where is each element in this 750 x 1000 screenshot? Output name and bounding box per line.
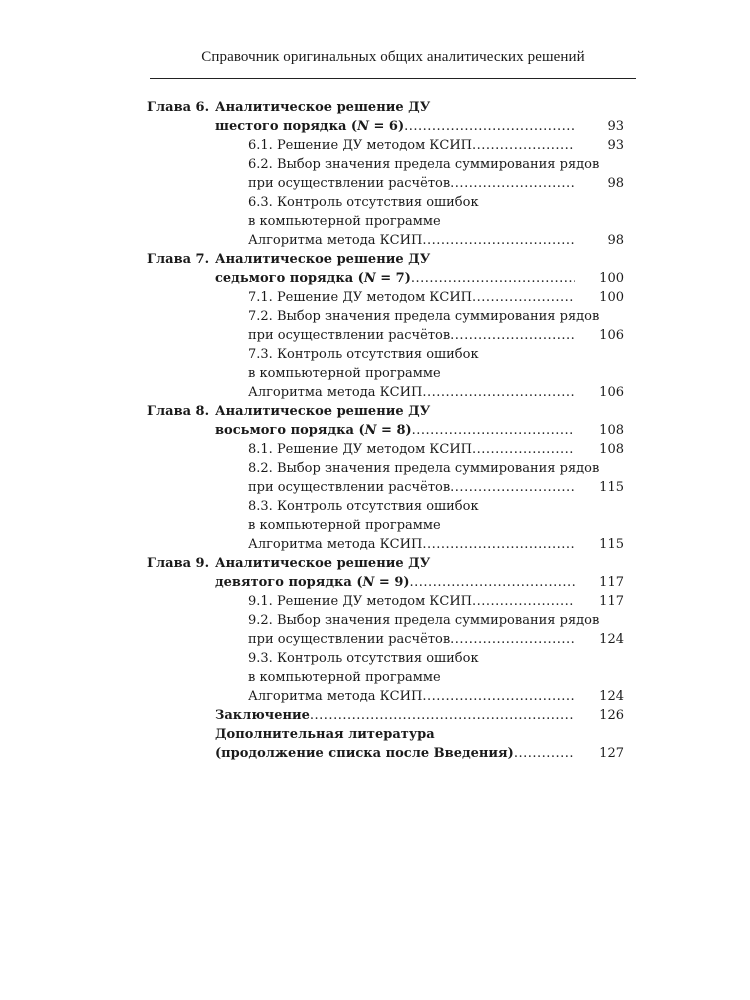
toc-section-8-2[interactable] bbox=[0, 478, 750, 497]
chapter-label: Глава 9. bbox=[147, 556, 210, 571]
toc-section-7-3[interactable] bbox=[0, 383, 750, 402]
toc-section-8-3[interactable] bbox=[0, 535, 750, 554]
chapter-title-cont: шестого порядка ( bbox=[215, 119, 358, 134]
section-title: 6.2. Выбор значения предела суммирования рядов bbox=[248, 157, 600, 172]
page-number: 124 bbox=[599, 632, 624, 647]
toc-section-7-2-line1 bbox=[0, 307, 750, 326]
chapter-title: Аналитическое решение ДУ bbox=[215, 556, 431, 571]
page-number: 106 bbox=[599, 328, 624, 343]
section-title: 7.2. Выбор значения предела суммирования рядов bbox=[248, 309, 600, 324]
toc-section-6-3[interactable] bbox=[0, 231, 750, 250]
dot-leader bbox=[410, 573, 575, 592]
dot-leader bbox=[310, 706, 575, 725]
page-number: 108 bbox=[599, 423, 624, 438]
section-title: 8.1. Решение ДУ методом КСИП bbox=[248, 442, 472, 457]
dot-leader bbox=[422, 535, 574, 554]
toc-section-6-1[interactable] bbox=[0, 136, 750, 155]
toc-section-8-3-line1 bbox=[0, 497, 750, 516]
toc-section-7-3-line1 bbox=[0, 345, 750, 364]
chapter-title-cont: восьмого порядка ( bbox=[215, 423, 365, 438]
chapter-title-cont: = 8) bbox=[376, 423, 412, 438]
section-title-cont: в компьютерной программе bbox=[248, 670, 441, 685]
chapter-title: Аналитическое решение ДУ bbox=[215, 252, 431, 267]
toc-section-9-3-line2 bbox=[0, 668, 750, 687]
toc-conclusion[interactable] bbox=[0, 706, 750, 725]
section-title-cont: Алгоритма метода КСИП bbox=[248, 233, 423, 248]
toc-chapter-9-title-entry[interactable] bbox=[0, 573, 750, 592]
chapter-label: Глава 8. bbox=[147, 404, 210, 419]
page-number: 126 bbox=[599, 708, 624, 723]
dot-leader bbox=[422, 231, 574, 250]
page-number: 106 bbox=[599, 385, 624, 400]
section-title: 8.2. Выбор значения предела суммирования рядов bbox=[248, 461, 600, 476]
chapter-title-cont: = 6) bbox=[368, 119, 405, 134]
toc-chapter-7-title-entry[interactable] bbox=[0, 269, 750, 288]
toc-chapter-8-title-entry[interactable] bbox=[0, 421, 750, 440]
dot-leader bbox=[450, 478, 574, 497]
toc-section-6-2-line1 bbox=[0, 155, 750, 174]
dot-leader bbox=[411, 269, 575, 288]
toc-section-9-2[interactable] bbox=[0, 630, 750, 649]
section-title-cont: Алгоритма метода КСИП bbox=[248, 537, 423, 552]
page-number: 108 bbox=[599, 442, 624, 457]
section-title-cont: при осуществлении расчётов bbox=[248, 632, 451, 647]
toc-section-6-3-line2 bbox=[0, 212, 750, 231]
section-title: 9.2. Выбор значения предела суммирования рядов bbox=[248, 613, 600, 628]
chapter-title: Аналитическое решение ДУ bbox=[215, 404, 431, 419]
dot-leader bbox=[450, 326, 574, 345]
literature-title: Дополнительная литература bbox=[215, 727, 435, 742]
page-number: 124 bbox=[599, 689, 624, 704]
toc-section-8-2-line1 bbox=[0, 459, 750, 478]
section-title: 9.1. Решение ДУ методом КСИП bbox=[248, 594, 472, 609]
section-title: 8.3. Контроль отсутствия ошибок bbox=[248, 499, 479, 514]
chapter-title-cont: девятого порядка ( bbox=[215, 575, 363, 590]
page-number: 93 bbox=[607, 119, 624, 134]
variable-n: N bbox=[363, 271, 376, 286]
dot-leader bbox=[412, 421, 575, 440]
section-title: 9.3. Контроль отсутствия ошибок bbox=[248, 651, 479, 666]
chapter-title: Аналитическое решение ДУ bbox=[215, 100, 431, 115]
section-title: 7.3. Контроль отсутствия ошибок bbox=[248, 347, 479, 362]
section-title: 7.1. Решение ДУ методом КСИП bbox=[248, 290, 472, 305]
toc-chapter-7-heading bbox=[0, 250, 750, 269]
section-title-cont: в компьютерной программе bbox=[248, 214, 441, 229]
page-number: 93 bbox=[607, 138, 624, 153]
toc-literature-line1 bbox=[0, 725, 750, 744]
dot-leader bbox=[422, 687, 574, 706]
toc-section-8-1[interactable] bbox=[0, 440, 750, 459]
section-title-cont: в компьютерной программе bbox=[248, 366, 441, 381]
chapter-label: Глава 7. bbox=[147, 252, 210, 267]
variable-n: N bbox=[364, 423, 377, 438]
page-number: 115 bbox=[599, 480, 624, 495]
section-title: 6.3. Контроль отсутствия ошибок bbox=[248, 195, 479, 210]
toc-chapter-9-heading bbox=[0, 554, 750, 573]
toc-chapter-6-heading bbox=[0, 98, 750, 117]
page-number: 117 bbox=[599, 575, 624, 590]
dot-leader bbox=[450, 174, 574, 193]
toc-section-9-1[interactable] bbox=[0, 592, 750, 611]
page-number: 100 bbox=[599, 271, 624, 286]
chapter-title-cont: = 9) bbox=[374, 575, 410, 590]
toc-section-9-2-line1 bbox=[0, 611, 750, 630]
toc-section-7-3-line2 bbox=[0, 364, 750, 383]
toc-section-6-2[interactable] bbox=[0, 174, 750, 193]
dot-leader bbox=[472, 592, 574, 611]
toc-section-7-1[interactable] bbox=[0, 288, 750, 307]
dot-leader bbox=[472, 440, 574, 459]
toc-section-8-3-line2 bbox=[0, 516, 750, 535]
toc-chapter-8-heading bbox=[0, 402, 750, 421]
toc-chapter-6-title-entry[interactable] bbox=[0, 117, 750, 136]
section-title-cont: Алгоритма метода КСИП bbox=[248, 385, 423, 400]
section-title-cont: при осуществлении расчётов bbox=[248, 328, 451, 343]
page-number: 115 bbox=[599, 537, 624, 552]
section-title-cont: при осуществлении расчётов bbox=[248, 176, 451, 191]
dot-leader bbox=[404, 117, 575, 136]
variable-n: N bbox=[357, 119, 369, 134]
literature-title-cont: (продолжение списка после Введения) bbox=[215, 746, 514, 761]
running-header: Справочник оригинальных общих аналитических решений bbox=[201, 49, 585, 65]
section-title: 6.1. Решение ДУ методом КСИП bbox=[248, 138, 472, 153]
section-title-cont: Алгоритма метода КСИП bbox=[248, 689, 423, 704]
page-number: 100 bbox=[599, 290, 624, 305]
page-number: 127 bbox=[599, 746, 624, 761]
toc-section-9-3-line1 bbox=[0, 649, 750, 668]
page-number: 98 bbox=[607, 176, 624, 191]
dot-leader bbox=[472, 288, 574, 307]
dot-leader bbox=[450, 630, 574, 649]
chapter-title-cont: = 7) bbox=[375, 271, 411, 286]
toc-section-6-3-line1 bbox=[0, 193, 750, 212]
page-number: 98 bbox=[607, 233, 624, 248]
chapter-title-cont: седьмого порядка ( bbox=[215, 271, 364, 286]
section-title-cont: в компьютерной программе bbox=[248, 518, 441, 533]
variable-n: N bbox=[362, 575, 375, 590]
toc-literature[interactable] bbox=[0, 744, 750, 763]
dot-leader bbox=[422, 383, 574, 402]
page-number: 117 bbox=[599, 594, 624, 609]
conclusion-title: Заключение bbox=[215, 708, 310, 723]
section-title-cont: при осуществлении расчётов bbox=[248, 480, 451, 495]
toc-section-9-3[interactable] bbox=[0, 687, 750, 706]
chapter-label: Глава 6. bbox=[147, 100, 210, 115]
toc-section-7-2[interactable] bbox=[0, 326, 750, 345]
dot-leader bbox=[472, 136, 574, 155]
